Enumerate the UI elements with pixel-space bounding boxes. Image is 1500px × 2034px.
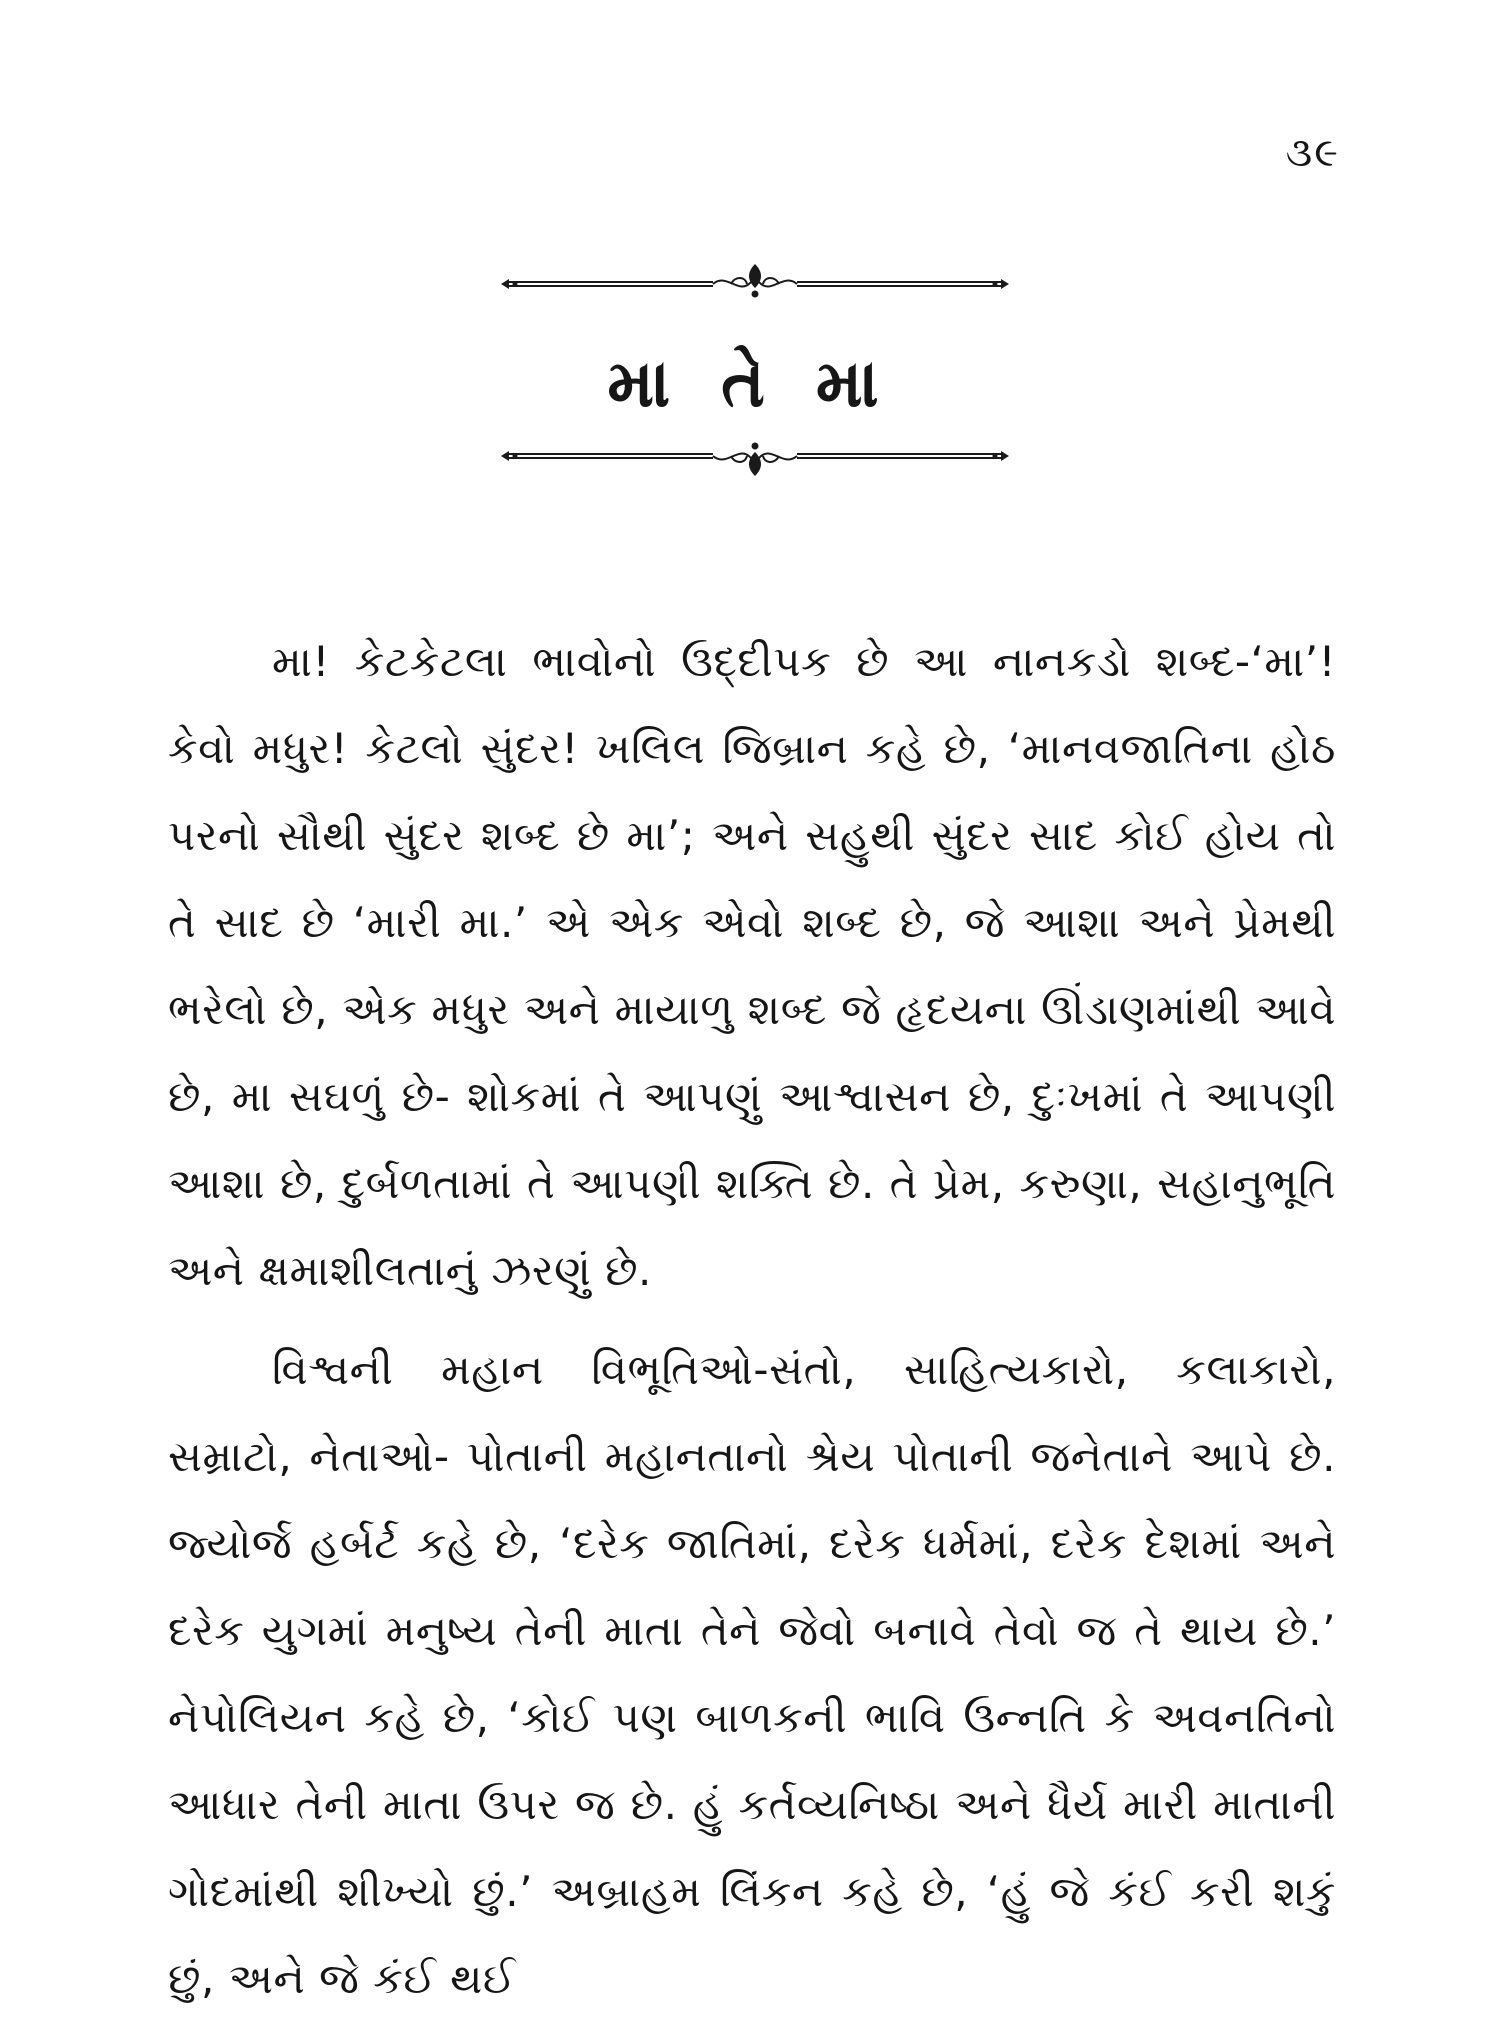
decorative-divider-icon — [495, 438, 1015, 478]
decorative-divider-icon — [495, 262, 1015, 302]
paragraph-2: વિશ્વની મહાન વિભૂતિઓ-સંતો, સાહિત્યકારો, કલાકારો, સમ્રાટો, નેતાઓ- પોતાની મહાનતાનો શ્રેય પોતાની જનેતાને આપે છે. જ્યોર્જ હર્બર્ટ કહે છે, ‘દરેક જાતિમાં, દરેક ધર્મમાં, દરેક દેશમાં અને દરેક યુગમાં મનુષ્ય તેની માતા તેને જેવો બનાવે તેવો જ તે થાય છે.’ નેપોલિયન કહે છે, ‘કોઈ પણ બાળકની ભાવિ ઉન્નતિ કે અવનતિનો આધાર તેની માતા ઉપર જ છે. હું કર્તવ્યનિષ્ઠા અને ધૈર્ય મારી માતાની ગોદમાંથી શીખ્યો છું.’ અબ્રાહમ લિંકન કહે છે, ‘હું જે કંઈ કરી શકું છું, અને જે કંઈ થઈ — [168, 1345, 1336, 2003]
page-number: ૩૯ — [1285, 130, 1340, 176]
paragraph-1: મા! કેટકેટલા ભાવોનો ઉદ્દીપક છે આ નાનકડો શબ્દ-‘મા’! કેવો મધુર! કેટલો સુંદર! ખલિલ જિબ્રાન કહે છે, ‘માનવજાતિના હોઠ પરનો સૌથી સુંદર શબ્દ છે મા’; અને સહુથી સુંદર સાદ કોઈ હોય તો તે સાદ છે ‘મારી મા.’ એ એક એવો શબ્દ છે, જે આશા અને પ્રેમથી ભરેલો છે, એક મધુર અને માયાળુ શબ્દ જે હૃદયના ઊંડાણમાંથી આવે છે, મા સઘળું છે- શોકમાં તે આપણું આશ્વાસન છે, દુઃખમાં તે આપણી આશા છે, દુર્બળતામાં તે આપણી શક્તિ છે. તે પ્રેમ, કરુણા, સહાનુભૂતિ અને ક્ષમાશીલતાનું ઝરણું છે. — [168, 637, 1336, 1295]
chapter-title: મા તે મા — [607, 345, 893, 422]
chapter-body — [168, 618, 1336, 2034]
